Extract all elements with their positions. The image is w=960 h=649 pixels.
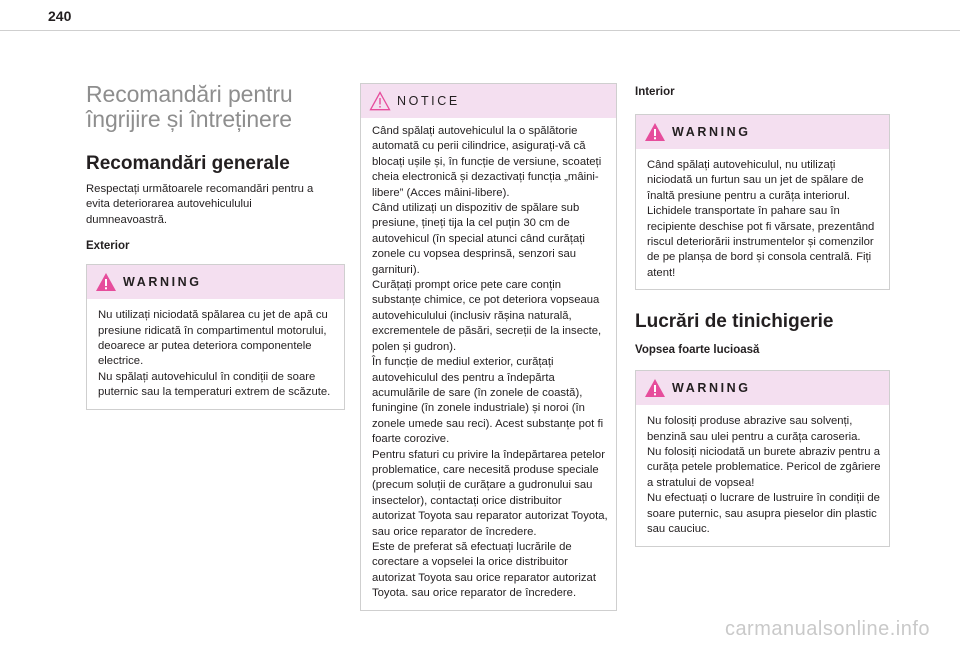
warning-triangle-icon xyxy=(644,378,666,398)
warning-paint-text: Nu folosiți produse abrazive sau solvenți, benzină sau ulei pentru a curăța caroseria. Nu folosiți niciodată un burete abraziv pentru a curăța petele problematice. Pericol de zgâriere a stratului de vopsea! Nu efectuați o lucrare de lustruire în condiții de soare puternic, sau asupra pieselor din plastic sau cauciuc. xyxy=(647,415,881,536)
header-divider xyxy=(0,30,960,31)
warning-title: WARNING xyxy=(123,275,202,290)
section-title-line-2: îngrijire și întreținere xyxy=(86,106,292,132)
warning-triangle-icon xyxy=(95,272,117,292)
warning-box-interior xyxy=(635,114,890,290)
notice-triangle-icon xyxy=(369,91,391,111)
notice-body xyxy=(361,118,616,610)
column-2 xyxy=(360,83,615,611)
watermark-text: carmanualsonline.info xyxy=(724,618,930,640)
notice-title: NOTICE xyxy=(397,94,460,108)
intro-paragraph: Respectați următoarele recomandări pentru a evita deteriorarea autovehiculului dumneavoastră. xyxy=(86,183,314,226)
warning-triangle-icon xyxy=(644,122,666,142)
warning-interior-title: WARNING xyxy=(672,125,751,139)
warning-box-paint xyxy=(635,370,890,546)
warning-interior-body xyxy=(636,149,889,289)
warning-text: Nu utilizați niciodată spălarea cu jet de apă cu presiune ridicată în compartimentul motorului, deoarece ar putea deteriora componentele electrice. Nu spălați autovehiculul în condiții de soare puternic sau la temperaturi extrem de scăzute. xyxy=(98,309,331,399)
subheading-interior: Interior xyxy=(635,86,675,98)
subheading-exterior: Exterior xyxy=(86,240,130,253)
section-title xyxy=(86,82,341,132)
warning-interior-text: Când spălați autovehiculul, nu utilizați niciodată un furtun sau un jet de spălare de înaltă presiune pentru a curăța interiorul. Lichidele transportate în pahare sau în recipiente deschise pot fi vărsate, prezentând riscul deteriorării instrumentelor și comenzilor de pe planșa de bord și consola centrală. Fiți atent! xyxy=(647,159,875,279)
warning-paint-body xyxy=(636,405,889,545)
notice-text: Când spălați autovehiculul la o spălătorie automată cu perii cilindrice, asigurați-vă că blocați ușile și, în funcție de versiune, scoateți cheia electronică și dezactivați funcția „mâini-libere” (Acces mâini-libere). Când utilizați un dispozitiv de spălare sub presiune, țineți tija la cel puțin 30 cm de autovehicul (în special atunci când curățați zonele cu vopsea desprinsă, senzori sau garnituri). Curățați prompt orice pete care conțin substanțe chimice, ce pot deteriora vopseaua autovehiculului (inclusiv rășina naturală, excrementele de păsări, secreții de la insecte, polen și gudron). În funcție de mediul exterior, curățați autovehiculul des pentru a îndepărta acumulările de sare (în zonele de coastă), funingine (în zonele industriale) și noroi (în zonele umede sau reci). Acest substanțe pot fi foarte corozive. Pentru sfaturi cu privire la îndepărtarea petelor problematice, care necesită produse speciale (precum soluții de curățare a gudronului sau insectelor), contactați orice distribuitor autorizat Toyota sau reparator autorizat Toyota, sau orice reparator de încredere. Este de preferat să efectuați lucrările de corectare a vopselei la orice distribuitor autorizat Toyota sau orice reparator autorizat Toyota. sau orice reparator de încredere. xyxy=(372,125,608,600)
column-3 xyxy=(635,86,890,547)
warning-box-exterior xyxy=(86,264,345,409)
warning-box-header xyxy=(87,265,344,299)
warning-paint-title: WARNING xyxy=(672,381,751,396)
heading-general-recommendations: Recomandări generale xyxy=(86,153,290,174)
notice-box-header xyxy=(361,84,616,118)
column-1 xyxy=(86,82,341,410)
warning-box-interior-header xyxy=(636,115,889,149)
section-title-line-1: Recomandări pentru xyxy=(86,81,293,107)
heading-bodywork: Lucrări de tinichigerie xyxy=(635,311,834,333)
notice-box xyxy=(360,83,617,611)
page-number: 240 xyxy=(48,8,72,24)
warning-body xyxy=(87,299,344,408)
subheading-high-gloss-paint: Vopsea foarte lucioasă xyxy=(635,344,760,357)
warning-box-paint-header xyxy=(636,371,889,405)
